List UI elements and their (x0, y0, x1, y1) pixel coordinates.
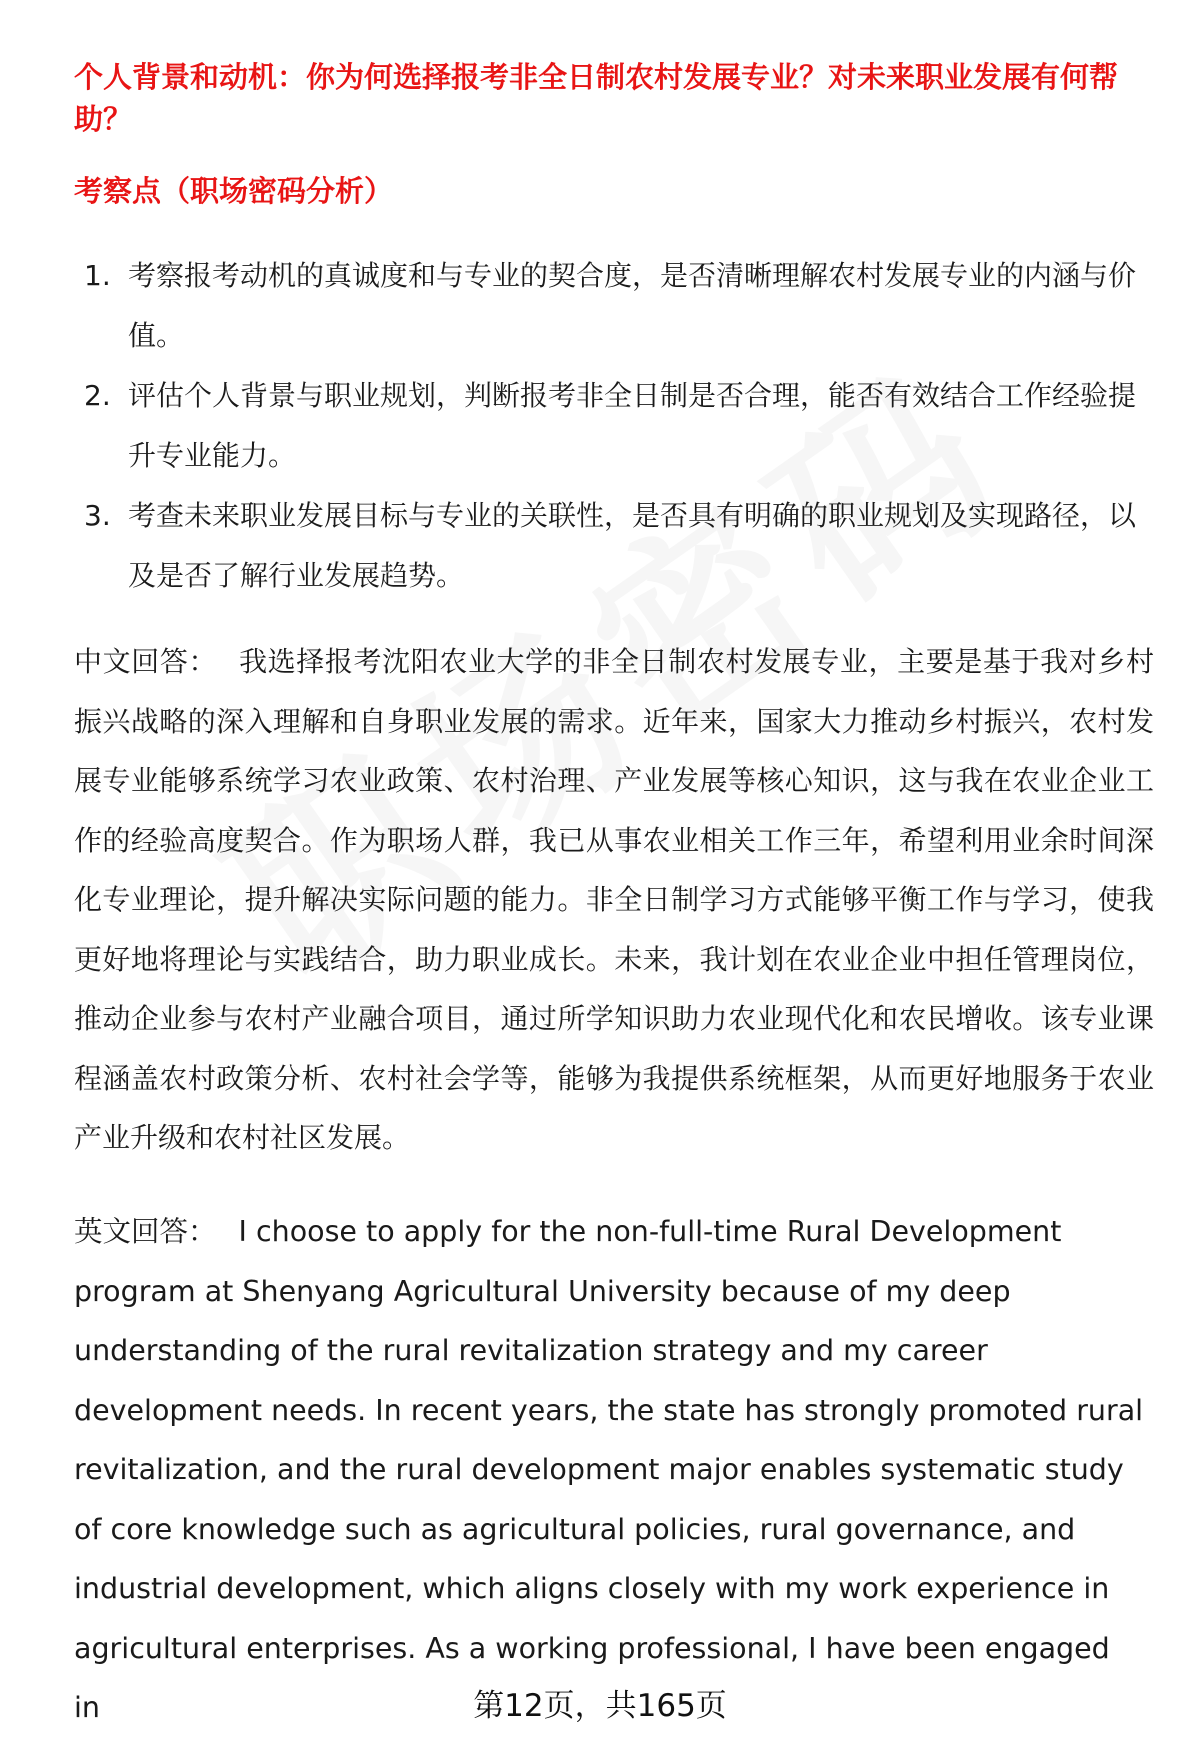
list-item (80, 246, 1144, 366)
list-item-number: 1. (84, 259, 111, 292)
question-heading: 个人背景和动机：你为何选择报考非全日制农村发展专业？对未来职业发展有何帮助？ (74, 60, 1119, 136)
section-title: 考察点（职场密码分析） (74, 174, 394, 208)
list-item-number: 3. (84, 499, 111, 532)
list-item-number: 2. (84, 379, 111, 412)
english-answer-label: 英文回答： (74, 1215, 217, 1248)
english-answer (74, 1202, 1144, 1738)
assessment-points-list (80, 246, 1144, 606)
chinese-answer-text: 我选择报考沈阳农业大学的非全日制农村发展专业，主要是基于我对乡村振兴战略的深入理解和自身职业发展的需求。近年来，国家大力推动乡村振兴，农村发展专业能够系统学习农业政策、农村治理、产业发展等核心知识，这与我在农业企业工作的经验高度契合。作为职场人群，我已从事农业相关工作三年，希望利用业余时间深化专业理论，提升解决实际问题的能力。非全日制学习方式能够平衡工作与学习，使我更好地将理论与实践结合，助力职业成长。未来，我计划在农业企业中担任管理岗位，推动企业参与农村产业融合项目，通过所学知识助力农业现代化和农民增收。该专业课程涵盖农村政策分析、农村社会学等，能够为我提供系统框架，从而更好地服务于农业产业升级和农村社区发展。 (74, 645, 1154, 1154)
chinese-answer (74, 632, 1154, 1168)
page-number-footer: 第12页，共165页 (473, 1688, 727, 1724)
list-item-text: 考察报考动机的真诚度和与专业的契合度，是否清晰理解农村发展专业的内涵与价值。 (128, 259, 1137, 352)
list-item-text: 考查未来职业发展目标与专业的关联性，是否具有明确的职业规划及实现路径，以及是否了解行业发展趋势。 (128, 499, 1137, 592)
chinese-answer-label: 中文回答： (74, 645, 218, 678)
list-item (80, 366, 1144, 486)
english-answer-text: I choose to apply for the non-full-time Rural Development program at Shenyang Agricultural University because of my deep understanding of the rural revitalization strategy and my career development needs. In recent years, the state has strongly promoted rural revitalization, and the rural development major enables systematic study of core knowledge such as agricultural policies, rural governance, and industrial development, which aligns closely with my work experience in agricultural enterprises. As a working professional, I have been engaged in (74, 1215, 1144, 1724)
list-item-text: 评估个人背景与职业规划，判断报考非全日制是否合理，能否有效结合工作经验提升专业能力。 (128, 379, 1137, 472)
list-item (80, 486, 1144, 606)
